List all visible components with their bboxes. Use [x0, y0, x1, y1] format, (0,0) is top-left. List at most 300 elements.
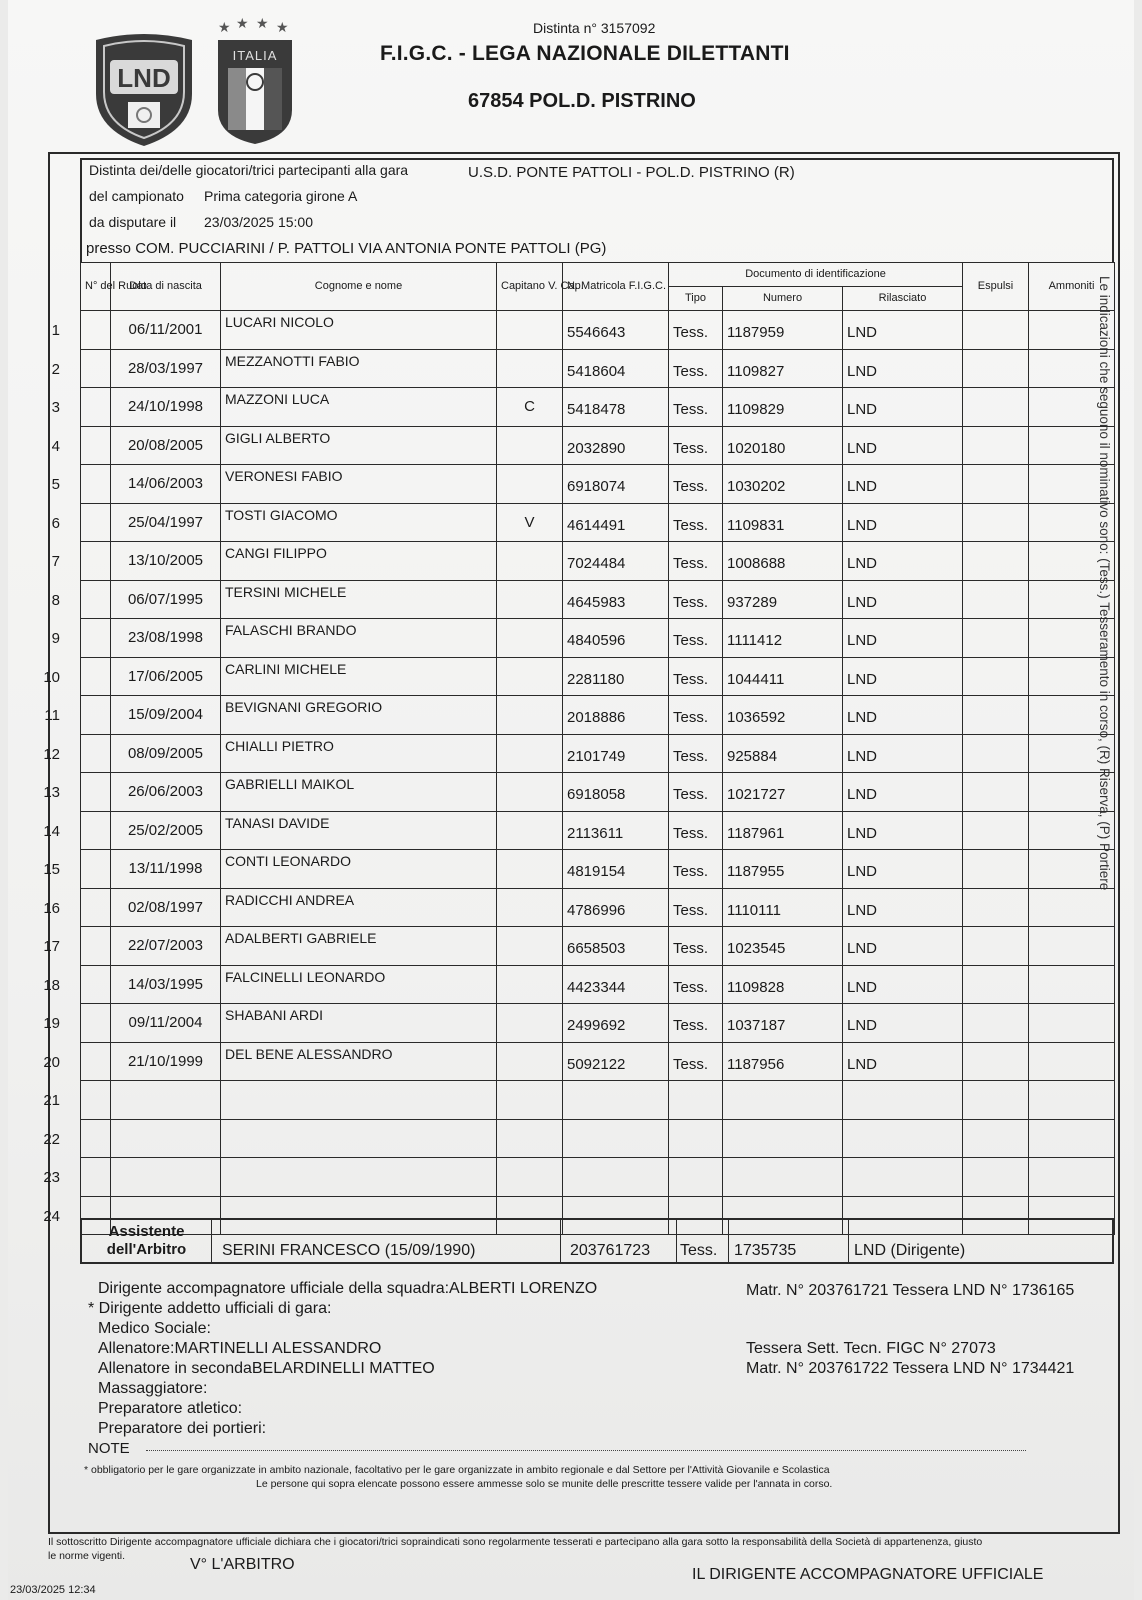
cell-player-name: SHABANI ARDI: [221, 1004, 497, 1043]
cell-birth-date: 13/10/2005: [111, 542, 221, 581]
cell-rilasciato: LND: [843, 850, 963, 889]
cell-birth-date: 25/02/2005: [111, 811, 221, 850]
cell-doc-tipo: Tess.: [669, 773, 723, 812]
row-number: 17: [43, 938, 60, 955]
cell-doc-numero: [723, 1081, 843, 1120]
cell-doc-tipo: Tess.: [669, 619, 723, 658]
cell-ruolo: [81, 388, 111, 427]
referee-signature-label: V° L'ARBITRO: [190, 1556, 295, 1573]
cell-birth-date: 08/09/2005: [111, 734, 221, 773]
cell-player-name: CHIALLI PIETRO: [221, 734, 497, 773]
cell-matricola: 2281180: [563, 657, 669, 696]
cell-ruolo: [81, 619, 111, 658]
cell-birth-date: 14/03/1995: [111, 965, 221, 1004]
cell-doc-numero: 1109829: [723, 388, 843, 427]
cell-matricola: [563, 1081, 669, 1120]
cell-matricola: 2032890: [563, 426, 669, 465]
cell-player-name: CONTI LEONARDO: [221, 850, 497, 889]
declaration-line2: le norme vigenti.: [48, 1550, 126, 1562]
cell-matricola: 4614491: [563, 503, 669, 542]
cell-espulsi: [963, 734, 1029, 773]
player-row: [81, 426, 1115, 465]
cell-rilasciato: LND: [843, 388, 963, 427]
cell-ruolo: [81, 1158, 111, 1197]
player-row: [81, 1081, 1115, 1120]
cell-player-name: TOSTI GIACOMO: [221, 503, 497, 542]
cell-matricola: 2113611: [563, 811, 669, 850]
cell-doc-numero: 1037187: [723, 1004, 843, 1043]
cell-captain: [497, 1004, 563, 1043]
player-row: [81, 1158, 1115, 1197]
cell-ammoniti: [1029, 696, 1115, 735]
assistant-label: Assistente dell'Arbitro: [82, 1220, 212, 1262]
cell-ammoniti: [1029, 811, 1115, 850]
cell-ruolo: [81, 696, 111, 735]
cell-birth-date: 24/10/1998: [111, 388, 221, 427]
cell-ruolo: [81, 811, 111, 850]
championship-value: Prima categoria girone A: [204, 188, 358, 204]
cell-matricola: 4786996: [563, 888, 669, 927]
cell-doc-numero: 1109828: [723, 965, 843, 1004]
cell-doc-tipo: Tess.: [669, 927, 723, 966]
cell-ruolo: [81, 349, 111, 388]
col-numero: Numero: [723, 287, 843, 311]
cell-doc-numero: 1109827: [723, 349, 843, 388]
cell-ammoniti: [1029, 1119, 1115, 1158]
player-row: [81, 465, 1115, 504]
cell-ammoniti: [1029, 1158, 1115, 1197]
row-number: 12: [43, 745, 60, 763]
cell-captain: [497, 696, 563, 735]
cell-ammoniti: [1029, 1081, 1115, 1120]
cell-birth-date: 06/07/1995: [111, 580, 221, 619]
cell-doc-tipo: Tess.: [669, 542, 723, 581]
cell-rilasciato: [843, 1081, 963, 1120]
allenatore-secondo-line: Allenatore in secondaBELARDINELLI MATTEO: [98, 1360, 435, 1377]
cell-ammoniti: [1029, 542, 1115, 581]
cell-rilasciato: [843, 1158, 963, 1197]
cell-rilasciato: LND: [843, 1042, 963, 1081]
cell-doc-tipo: Tess.: [669, 349, 723, 388]
cell-player-name: FALCINELLI LEONARDO: [221, 965, 497, 1004]
cell-birth-date: 06/11/2001: [111, 311, 221, 350]
cell-ruolo: [81, 1042, 111, 1081]
players-body: [81, 311, 1115, 1235]
cell-doc-numero: 1110111: [723, 888, 843, 927]
cell-ruolo: [81, 1081, 111, 1120]
cell-captain: [497, 773, 563, 812]
cell-birth-date: 22/07/2003: [111, 927, 221, 966]
row-number: 5: [51, 476, 60, 493]
cell-ruolo: [81, 1119, 111, 1158]
cell-espulsi: [963, 542, 1029, 581]
svg-text:ITALIA: ITALIA: [232, 48, 278, 63]
row-number: 1: [51, 322, 60, 339]
cell-captain: [497, 465, 563, 504]
player-row: [81, 850, 1115, 889]
cell-matricola: 2018886: [563, 696, 669, 735]
print-timestamp: 23/03/2025 12:34: [10, 1584, 96, 1596]
cell-birth-date: 26/06/2003: [111, 773, 221, 812]
cell-espulsi: [963, 927, 1029, 966]
declaration-line1: Il sottoscritto Dirigente accompagnatore ufficiale dichiara che i giocatori/trici sopraindicati sono regolarmente tesserati e partecipano alla gara sotto la responsabilità della Società di appartenenza, giusto: [48, 1536, 983, 1548]
cell-player-name: GABRIELLI MAIKOL: [221, 773, 497, 812]
row-number: 21: [43, 1092, 60, 1109]
cell-captain: [497, 657, 563, 696]
cell-espulsi: [963, 811, 1029, 850]
cell-ammoniti: [1029, 773, 1115, 812]
col-ammoniti: Ammoniti: [1029, 263, 1115, 311]
cell-captain: [497, 1042, 563, 1081]
cell-captain: [497, 811, 563, 850]
cell-doc-numero: [723, 1119, 843, 1158]
player-row: [81, 542, 1115, 581]
cell-captain: C: [497, 388, 563, 427]
cell-rilasciato: LND: [843, 426, 963, 465]
cell-doc-tipo: [669, 1081, 723, 1120]
players-table: [80, 262, 1115, 1235]
player-row: [81, 619, 1115, 658]
cell-ruolo: [81, 311, 111, 350]
cell-rilasciato: LND: [843, 965, 963, 1004]
note-label: NOTE: [88, 1440, 130, 1457]
cell-doc-numero: [723, 1158, 843, 1197]
cell-captain: [497, 426, 563, 465]
cell-ammoniti: [1029, 850, 1115, 889]
cell-ammoniti: [1029, 888, 1115, 927]
cell-ammoniti: [1029, 619, 1115, 658]
cell-doc-numero: 1044411: [723, 657, 843, 696]
row-number: 24: [43, 1207, 60, 1225]
cell-doc-tipo: Tess.: [669, 965, 723, 1004]
cell-doc-numero: 1187955: [723, 850, 843, 889]
cell-matricola: 6918074: [563, 465, 669, 504]
cell-birth-date: 13/11/1998: [111, 850, 221, 889]
row-number: 10: [43, 668, 60, 686]
cell-rilasciato: LND: [843, 619, 963, 658]
col-rilasciato: Rilasciato: [843, 287, 963, 311]
cell-player-name: CANGI FILIPPO: [221, 542, 497, 581]
venue: presso COM. PUCCIARINI / P. PATTOLI VIA ANTONIA PONTE PATTOLI (PG): [86, 240, 607, 257]
cell-rilasciato: LND: [843, 503, 963, 542]
cell-player-name: BEVIGNANI GREGORIO: [221, 696, 497, 735]
cell-player-name: VERONESI FABIO: [221, 465, 497, 504]
cell-rilasciato: LND: [843, 657, 963, 696]
cell-espulsi: [963, 773, 1029, 812]
cell-ruolo: [81, 734, 111, 773]
medico-line: Medico Sociale:: [98, 1320, 211, 1337]
cell-birth-date: 14/06/2003: [111, 465, 221, 504]
assistant-rilasciato: LND (Dirigente): [854, 1242, 966, 1259]
cell-player-name: MEZZANOTTI FABIO: [221, 349, 497, 388]
cell-player-name: FALASCHI BRANDO: [221, 619, 497, 658]
cell-ammoniti: [1029, 657, 1115, 696]
col-documento: Documento di identificazione: [669, 263, 963, 287]
col-matricola: N. Matricola F.I.G.C.: [563, 263, 669, 311]
cell-rilasciato: LND: [843, 811, 963, 850]
cell-ammoniti: [1029, 349, 1115, 388]
cell-espulsi: [963, 1119, 1029, 1158]
assistant-name: SERINI FRANCESCO (15/09/1990): [222, 1242, 476, 1259]
cell-birth-date: 15/09/2004: [111, 696, 221, 735]
cell-matricola: 6658503: [563, 927, 669, 966]
cell-birth-date: 21/10/1999: [111, 1042, 221, 1081]
cell-doc-tipo: Tess.: [669, 465, 723, 504]
row-number: 4: [51, 437, 60, 455]
cell-doc-tipo: Tess.: [669, 388, 723, 427]
cell-ammoniti: [1029, 503, 1115, 542]
cell-ruolo: [81, 773, 111, 812]
cell-doc-tipo: Tess.: [669, 426, 723, 465]
allenatore-secondo-tessera: Matr. N° 203761722 Tessera LND N° 1734421: [746, 1360, 1075, 1377]
figc-italia-logo: [214, 15, 296, 146]
cell-matricola: 5092122: [563, 1042, 669, 1081]
preparatore-line: Preparatore atletico:: [98, 1400, 243, 1417]
cell-matricola: 7024484: [563, 542, 669, 581]
cell-player-name: TANASI DAVIDE: [221, 811, 497, 850]
cell-rilasciato: LND: [843, 465, 963, 504]
cell-doc-tipo: Tess.: [669, 888, 723, 927]
club-title: 67854 POL.D. PISTRINO: [468, 90, 696, 112]
cell-rilasciato: LND: [843, 734, 963, 773]
note-dotted-line: [146, 1450, 1026, 1451]
cell-matricola: 5546643: [563, 311, 669, 350]
cell-birth-date: 23/08/1998: [111, 619, 221, 658]
addetto-line: * Dirigente addetto ufficiali di gara:: [88, 1300, 332, 1317]
footnote-persone: Le persone qui sopra elencate possono essere ammesse solo se munite delle prescritte tessere valide per l'annata in corso.: [256, 1478, 833, 1490]
row-number: 22: [43, 1130, 60, 1148]
col-espulsi: Espulsi: [963, 263, 1029, 311]
lnd-logo: [92, 32, 196, 148]
cell-captain: [497, 1081, 563, 1120]
cell-birth-date: [111, 1119, 221, 1158]
cell-ammoniti: [1029, 1004, 1115, 1043]
row-number: 8: [51, 591, 60, 609]
massaggiatore-line: Massaggiatore:: [98, 1380, 208, 1397]
cell-ruolo: [81, 503, 111, 542]
cell-matricola: 6918058: [563, 773, 669, 812]
cell-ammoniti: [1029, 927, 1115, 966]
player-row: [81, 349, 1115, 388]
cell-espulsi: [963, 580, 1029, 619]
cell-doc-numero: 1030202: [723, 465, 843, 504]
cell-espulsi: [963, 1042, 1029, 1081]
cell-ruolo: [81, 850, 111, 889]
cell-player-name: ADALBERTI GABRIELE: [221, 927, 497, 966]
cell-doc-tipo: [669, 1158, 723, 1197]
row-number: 7: [51, 553, 60, 570]
match-teams: U.S.D. PONTE PATTOLI - POL.D. PISTRINO (R): [468, 164, 795, 181]
cell-espulsi: [963, 1004, 1029, 1043]
cell-birth-date: 09/11/2004: [111, 1004, 221, 1043]
player-row: [81, 1042, 1115, 1081]
cell-player-name: [221, 1081, 497, 1120]
cell-birth-date: 20/08/2005: [111, 426, 221, 465]
cell-rilasciato: LND: [843, 927, 963, 966]
cell-doc-numero: 1187961: [723, 811, 843, 850]
cell-birth-date: [111, 1081, 221, 1120]
row-number: 13: [43, 784, 60, 801]
row-number: 11: [44, 707, 60, 724]
cell-doc-numero: 925884: [723, 734, 843, 773]
cell-birth-date: 28/03/1997: [111, 349, 221, 388]
row-number: 23: [43, 1169, 60, 1186]
cell-captain: [497, 888, 563, 927]
cell-doc-tipo: Tess.: [669, 657, 723, 696]
row-number: 14: [43, 822, 60, 840]
allenatore-line: Allenatore:MARTINELLI ALESSANDRO: [98, 1340, 382, 1357]
cell-ruolo: [81, 1004, 111, 1043]
cell-ammoniti: [1029, 1042, 1115, 1081]
cell-rilasciato: LND: [843, 773, 963, 812]
player-row: [81, 965, 1115, 1004]
cell-doc-tipo: Tess.: [669, 311, 723, 350]
player-row: [81, 811, 1115, 850]
player-row: [81, 1004, 1115, 1043]
row-number: 9: [51, 630, 60, 647]
assistant-referee-row: [80, 1218, 1114, 1264]
cell-doc-tipo: Tess.: [669, 811, 723, 850]
footnote-obbligatorio: * obbligatorio per le gare organizzate in ambito nazionale, facoltativo per le gare organizzate in ambito regionale e dal Settore per l'Attività Giovanile e Scolastica: [84, 1464, 830, 1476]
cell-doc-numero: 1008688: [723, 542, 843, 581]
cell-matricola: 2499692: [563, 1004, 669, 1043]
cell-birth-date: 25/04/1997: [111, 503, 221, 542]
cell-rilasciato: [843, 1119, 963, 1158]
svg-text:LND: LND: [117, 63, 171, 93]
col-tipo: Tipo: [669, 287, 723, 311]
row-number: 19: [43, 1015, 60, 1032]
cell-espulsi: [963, 888, 1029, 927]
cell-ammoniti: [1029, 580, 1115, 619]
cell-captain: [497, 734, 563, 773]
cell-matricola: 2101749: [563, 734, 669, 773]
cell-captain: [497, 1158, 563, 1197]
cell-ruolo: [81, 580, 111, 619]
cell-espulsi: [963, 965, 1029, 1004]
cell-captain: [497, 542, 563, 581]
cell-captain: [497, 927, 563, 966]
cell-espulsi: [963, 850, 1029, 889]
cell-doc-numero: 1036592: [723, 696, 843, 735]
cell-birth-date: 02/08/1997: [111, 888, 221, 927]
preparatore-portieri-line: Preparatore dei portieri:: [98, 1420, 267, 1437]
svg-text:★: ★: [276, 19, 289, 35]
cell-espulsi: [963, 657, 1029, 696]
cell-espulsi: [963, 619, 1029, 658]
championship-label: del campionato: [89, 188, 184, 204]
row-number: 2: [51, 360, 60, 378]
row-number: 16: [43, 899, 60, 917]
cell-ruolo: [81, 657, 111, 696]
cell-rilasciato: LND: [843, 580, 963, 619]
row-number: 20: [43, 1053, 60, 1071]
cell-doc-numero: 1111412: [723, 619, 843, 658]
svg-text:★: ★: [218, 19, 231, 35]
cell-rilasciato: LND: [843, 696, 963, 735]
cell-doc-numero: 1187956: [723, 1042, 843, 1081]
organization-title: F.I.G.C. - LEGA NAZIONALE DILETTANTI: [380, 42, 790, 65]
cell-ruolo: [81, 465, 111, 504]
cell-doc-tipo: Tess.: [669, 1042, 723, 1081]
cell-matricola: 5418478: [563, 388, 669, 427]
cell-doc-numero: 1023545: [723, 927, 843, 966]
assistant-tipo: Tess.: [680, 1242, 718, 1259]
player-row: [81, 388, 1115, 427]
player-row: [81, 580, 1115, 619]
cell-matricola: 5418604: [563, 349, 669, 388]
cell-ruolo: [81, 965, 111, 1004]
cell-doc-tipo: Tess.: [669, 503, 723, 542]
cell-espulsi: [963, 696, 1029, 735]
cell-captain: [497, 1119, 563, 1158]
cell-matricola: [563, 1119, 669, 1158]
cell-ruolo: [81, 888, 111, 927]
player-row: [81, 503, 1115, 542]
cell-rilasciato: LND: [843, 1004, 963, 1043]
cell-birth-date: [111, 1158, 221, 1197]
cell-player-name: GIGLI ALBERTO: [221, 426, 497, 465]
cell-matricola: 4840596: [563, 619, 669, 658]
cell-matricola: 4819154: [563, 850, 669, 889]
cell-doc-numero: 1187959: [723, 311, 843, 350]
cell-doc-tipo: [669, 1119, 723, 1158]
cell-captain: [497, 311, 563, 350]
player-row: [81, 734, 1115, 773]
svg-text:★: ★: [256, 15, 269, 31]
cell-ammoniti: [1029, 734, 1115, 773]
cell-captain: [497, 850, 563, 889]
cell-espulsi: [963, 465, 1029, 504]
cell-ammoniti: [1029, 426, 1115, 465]
cell-ammoniti: [1029, 965, 1115, 1004]
cell-player-name: [221, 1119, 497, 1158]
col-nome: Cognome e nome: [221, 263, 497, 311]
cell-ruolo: [81, 426, 111, 465]
cell-espulsi: [963, 1158, 1029, 1197]
distinta-number: Distinta n° 3157092: [533, 20, 656, 36]
cell-doc-numero: 1020180: [723, 426, 843, 465]
cell-matricola: 4645983: [563, 580, 669, 619]
cell-player-name: RADICCHI ANDREA: [221, 888, 497, 927]
match-datetime: 23/03/2025 15:00: [204, 214, 313, 230]
cell-ruolo: [81, 927, 111, 966]
cell-espulsi: [963, 503, 1029, 542]
cell-espulsi: [963, 426, 1029, 465]
player-row: [81, 696, 1115, 735]
cell-captain: [497, 619, 563, 658]
date-label: da disputare il: [89, 214, 177, 230]
side-legend: Le indicazioni che seguono il nominativo sono: (Tess.) Tesseramento in corso, (R) Riserva, (P) Portiere: [1097, 276, 1112, 891]
player-row: [81, 888, 1115, 927]
cell-ammoniti: [1029, 311, 1115, 350]
player-row: [81, 773, 1115, 812]
cell-espulsi: [963, 349, 1029, 388]
assistant-matricola: 203761723: [570, 1242, 651, 1259]
col-capitano: Capitano V. Cap.: [497, 263, 563, 311]
cell-captain: [497, 965, 563, 1004]
cell-espulsi: [963, 388, 1029, 427]
dirigente-tessera: Matr. N° 203761721 Tessera LND N° 1736165: [746, 1282, 1075, 1299]
cell-captain: [497, 349, 563, 388]
cell-rilasciato: LND: [843, 542, 963, 581]
cell-doc-numero: 937289: [723, 580, 843, 619]
cell-espulsi: [963, 1081, 1029, 1120]
row-number: 3: [51, 399, 60, 416]
cell-rilasciato: LND: [843, 888, 963, 927]
cell-player-name: DEL BENE ALESSANDRO: [221, 1042, 497, 1081]
cell-doc-tipo: Tess.: [669, 734, 723, 773]
cell-doc-tipo: Tess.: [669, 580, 723, 619]
